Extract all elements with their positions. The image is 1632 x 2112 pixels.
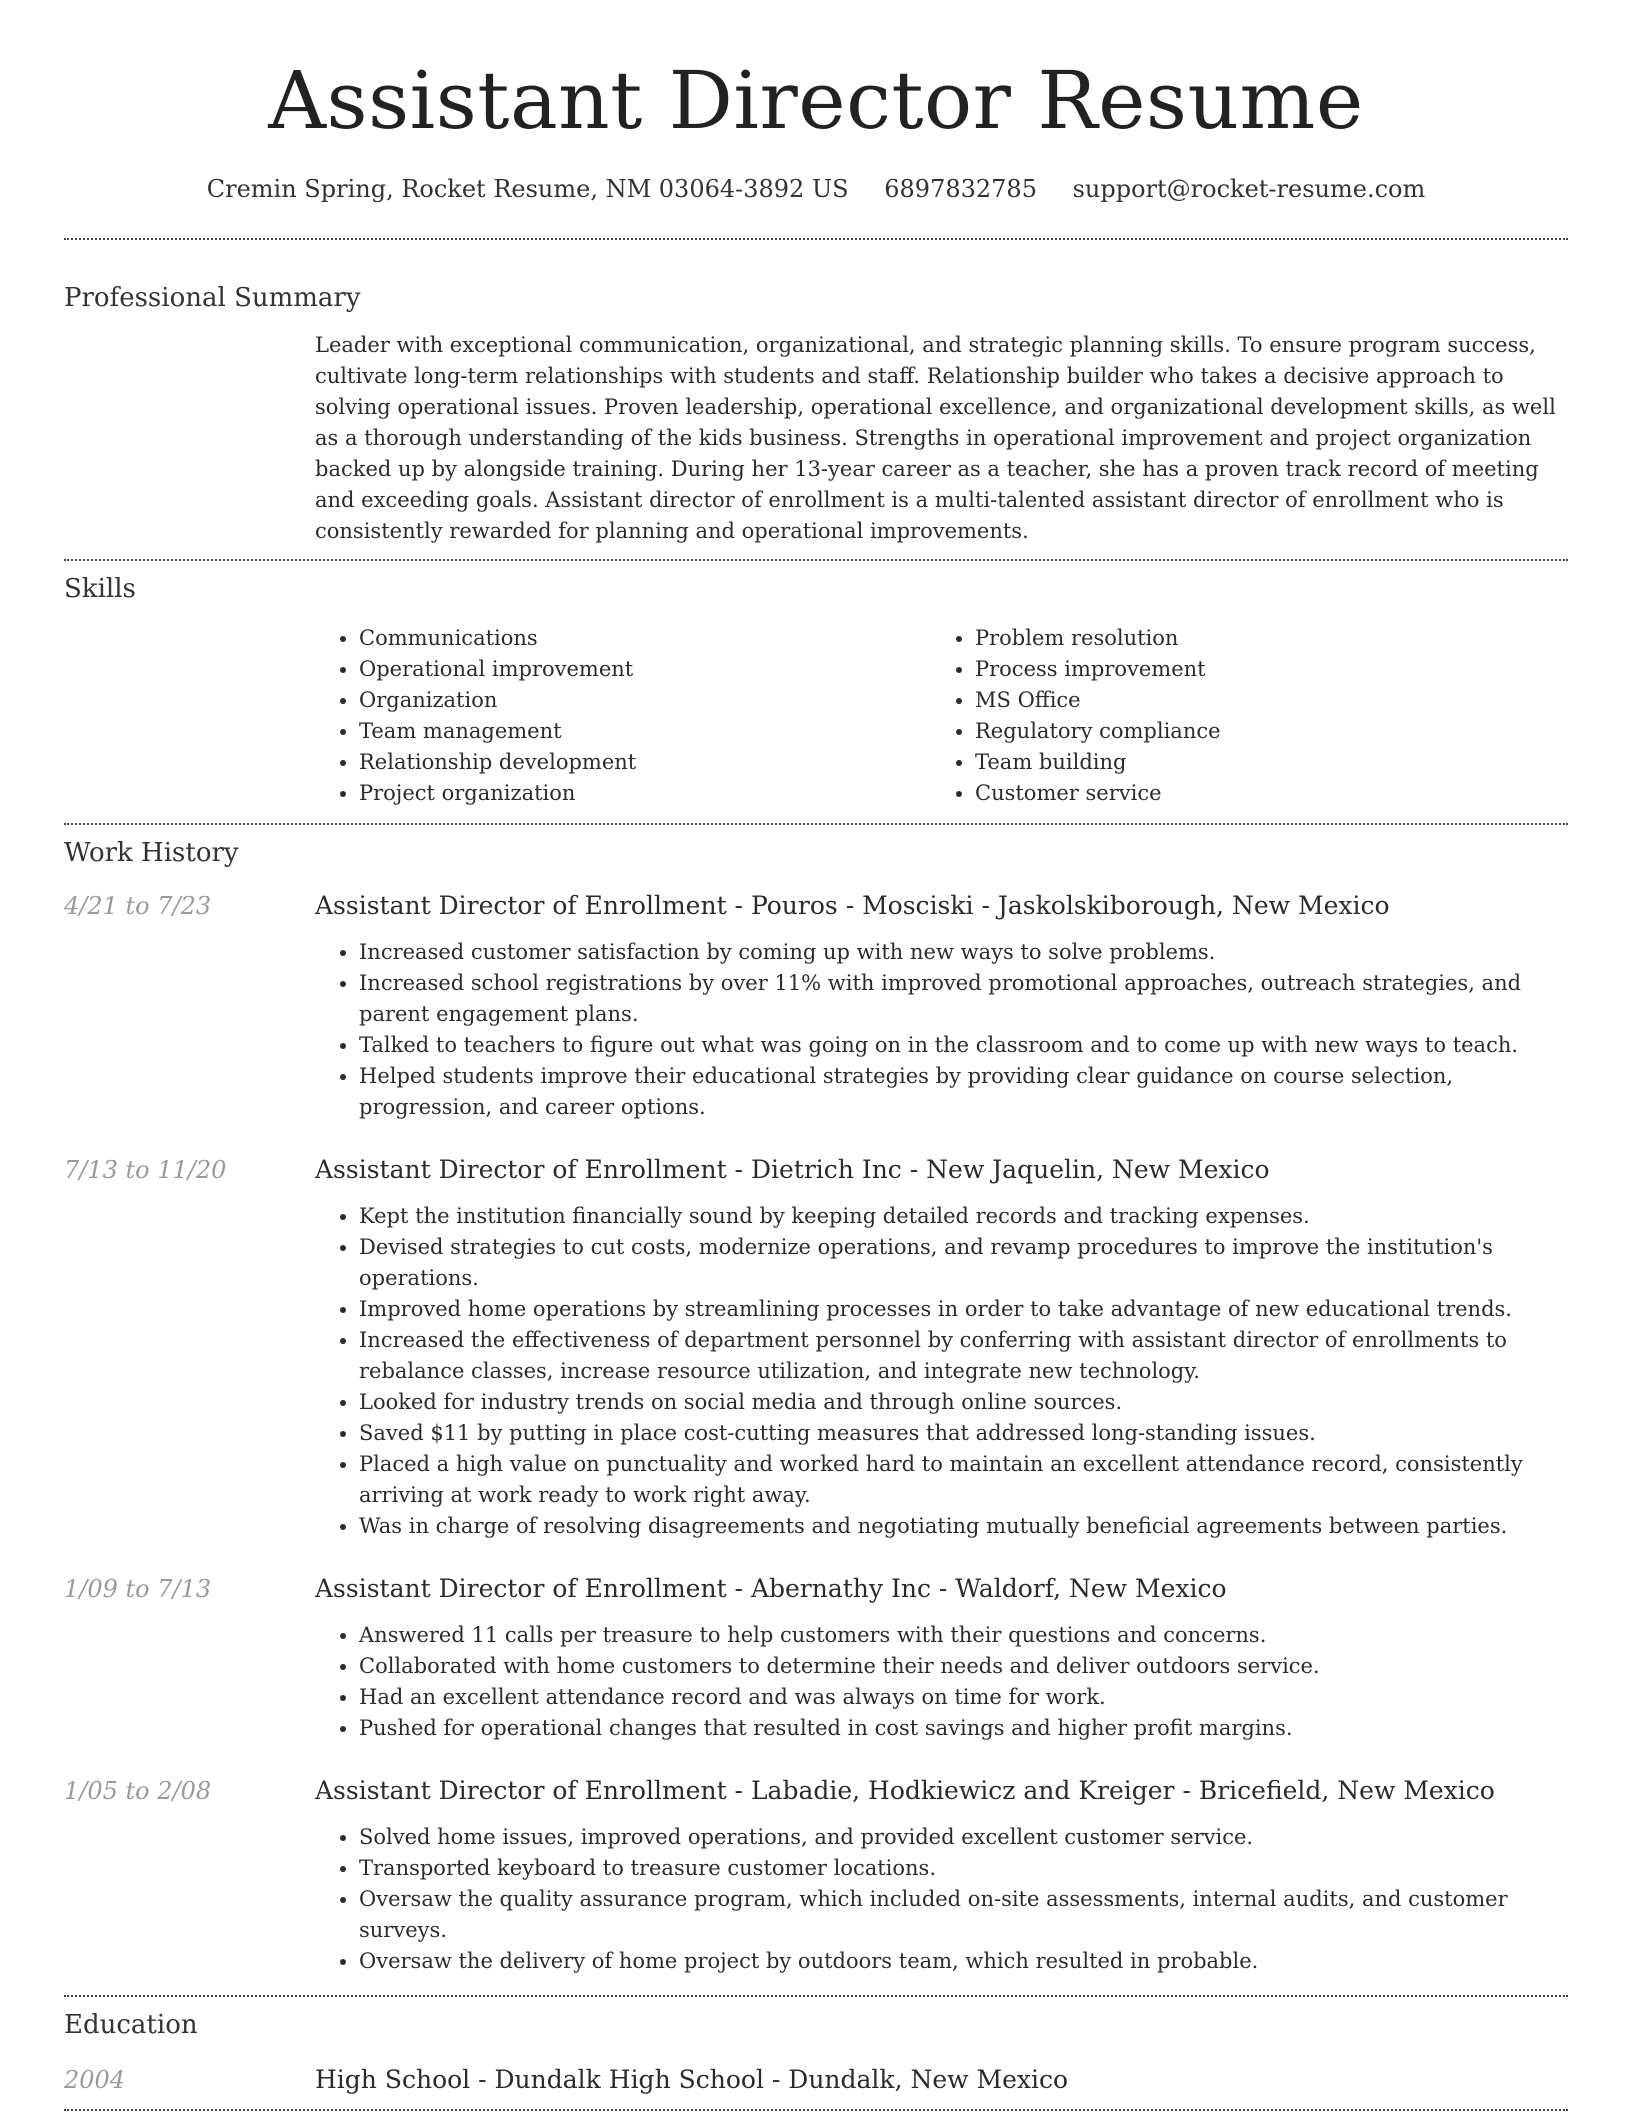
contact-address: Cremin Spring, Rocket Resume, NM 03064-3892 US	[206, 175, 849, 203]
job-details	[315, 1774, 1568, 1977]
job-bullet: • Increased customer satisfaction by coming up with new ways to solve problems.	[359, 937, 1568, 968]
job-entry	[64, 1774, 1568, 1977]
job-bullet: • Talked to teachers to figure out what was going on in the classroom and to come up with new ways to teach.	[359, 1030, 1568, 1061]
skill-item: • Relationship development	[359, 747, 931, 778]
skill-item: • Team building	[975, 747, 1547, 778]
job-bullet: • Increased the effectiveness of department personnel by conferring with assistant director of enrollments to rebalance classes, increase resource utilization, and integrate new technology.	[359, 1325, 1568, 1387]
job-bullet: • Helped students improve their educational strategies by providing clear guidance on course selection, progression, and career options.	[359, 1061, 1568, 1123]
job-bullets	[315, 1201, 1568, 1542]
section-skills	[64, 573, 1568, 809]
job-bullets	[315, 937, 1568, 1123]
job-bullet: • Improved home operations by streamlining processes in order to take advantage of new educational trends.	[359, 1294, 1568, 1325]
divider	[64, 559, 1568, 561]
summary-body	[315, 330, 1568, 547]
job-bullet: • Solved home issues, improved operations, and provided excellent customer service.	[359, 1822, 1568, 1853]
divider	[64, 823, 1568, 825]
skills-list	[315, 623, 1568, 809]
skill-item: • Problem resolution	[975, 623, 1547, 654]
job-bullet: • Devised strategies to cut costs, modernize operations, and revamp procedures to improve the institution's operations.	[359, 1232, 1568, 1294]
job-dates: 4/21 to 7/23	[64, 892, 212, 920]
job-entry	[64, 889, 1568, 1123]
resume-title: Assistant Director Resume	[268, 54, 1364, 147]
job-bullet: • Oversaw the quality assurance program, which included on-site assessments, internal audits, and customer surveys.	[359, 1884, 1568, 1946]
job-bullet: • Increased school registrations by over 11% with improved promotional approaches, outreach strategies, and parent engagement plans.	[359, 968, 1568, 1030]
skill-item: • Customer service	[975, 778, 1547, 809]
job-bullet: • Had an excellent attendance record and was always on time for work.	[359, 1682, 1568, 1713]
job-title: Assistant Director of Enrollment - Pouros - Mosciski - Jaskolskiborough, New Mexico	[315, 891, 1390, 920]
skill-item: • Communications	[359, 623, 931, 654]
job-bullet: • Collaborated with home customers to determine their needs and deliver outdoors service.	[359, 1651, 1568, 1682]
job-dates: 1/05 to 2/08	[64, 1777, 212, 1805]
skill-item: • Operational improvement	[359, 654, 931, 685]
job-entry	[64, 1153, 1568, 1542]
section-title-education: Education	[64, 2010, 198, 2040]
job-dates: 1/09 to 7/13	[64, 1575, 212, 1603]
summary-text: Leader with exceptional communication, organizational, and strategic planning skills. To ensure program success, cultivate long-term relationships with students and staff. Relationship builder who takes a decisive approach to solving operational issues. Proven leadership, operational excellence, and organizational development skills, as well as a thorough understanding of the kids business. Strengths in operational improvement and project organization backed up by alongside training. During her 13-year career as a teacher, she has a proven track record of meeting and exceeding goals. Assistant director of enrollment is a multi-talented assistant director of enrollment who is consistently rewarded for planning and operational improvements.	[315, 333, 1556, 543]
skills-column-right	[931, 623, 1547, 809]
contact-email: support@rocket-resume.com	[1072, 175, 1426, 203]
skill-item: • Project organization	[359, 778, 931, 809]
job-title: Assistant Director of Enrollment - Dietrich Inc - New Jaquelin, New Mexico	[315, 1155, 1270, 1184]
job-bullet: • Transported keyboard to treasure customer locations.	[359, 1853, 1568, 1884]
job-entry	[64, 1572, 1568, 1744]
education-details	[315, 2063, 1568, 2097]
resume-header	[64, 0, 1568, 204]
skills-column-left	[315, 623, 931, 809]
job-details	[315, 1572, 1568, 1744]
job-bullet: • Oversaw the delivery of home project by outdoors team, which resulted in probable.	[359, 1946, 1568, 1977]
job-bullet: • Placed a high value on punctuality and worked hard to maintain an excellent attendance record, consistently arriving at work ready to work right away.	[359, 1449, 1568, 1511]
job-title: Assistant Director of Enrollment - Labadie, Hodkiewicz and Kreiger - Bricefield, New Mexico	[315, 1776, 1495, 1805]
divider	[64, 238, 1568, 240]
contact-phone: 6897832785	[884, 175, 1037, 203]
skill-item: • Organization	[359, 685, 931, 716]
job-title: Assistant Director of Enrollment - Abernathy Inc - Waldorf, New Mexico	[315, 1574, 1227, 1603]
divider	[64, 1995, 1568, 1997]
skill-item: • Team management	[359, 716, 931, 747]
section-summary	[64, 282, 1568, 547]
contact-line	[64, 174, 1568, 204]
job-bullet: • Kept the institution financially sound by keeping detailed records and tracking expenses.	[359, 1201, 1568, 1232]
job-bullet: • Answered 11 calls per treasure to help customers with their questions and concerns.	[359, 1620, 1568, 1651]
job-bullets	[315, 1620, 1568, 1744]
section-work-history	[64, 837, 1568, 1977]
section-education	[64, 2009, 1568, 2097]
job-details	[315, 889, 1568, 1123]
skill-item: • Process improvement	[975, 654, 1547, 685]
job-bullet: • Pushed for operational changes that resulted in cost savings and higher profit margins.	[359, 1713, 1568, 1744]
job-details	[315, 1153, 1568, 1542]
skill-item: • MS Office	[975, 685, 1547, 716]
job-bullets	[315, 1822, 1568, 1977]
job-bullet: • Saved $11 by putting in place cost-cutting measures that addressed long-standing issues.	[359, 1418, 1568, 1449]
education-title: High School - Dundalk High School - Dundalk, New Mexico	[315, 2065, 1069, 2094]
job-dates: 7/13 to 11/20	[64, 1156, 227, 1184]
divider	[64, 2109, 1568, 2111]
section-title-summary: Professional Summary	[64, 283, 361, 313]
job-bullet: • Looked for industry trends on social media and through online sources.	[359, 1387, 1568, 1418]
education-date: 2004	[64, 2066, 126, 2094]
section-title-skills: Skills	[64, 574, 136, 604]
job-bullet: • Was in charge of resolving disagreements and negotiating mutually beneficial agreements between parties.	[359, 1511, 1568, 1542]
skill-item: • Regulatory compliance	[975, 716, 1547, 747]
education-entry	[64, 2063, 1568, 2097]
section-title-work: Work History	[64, 838, 239, 868]
